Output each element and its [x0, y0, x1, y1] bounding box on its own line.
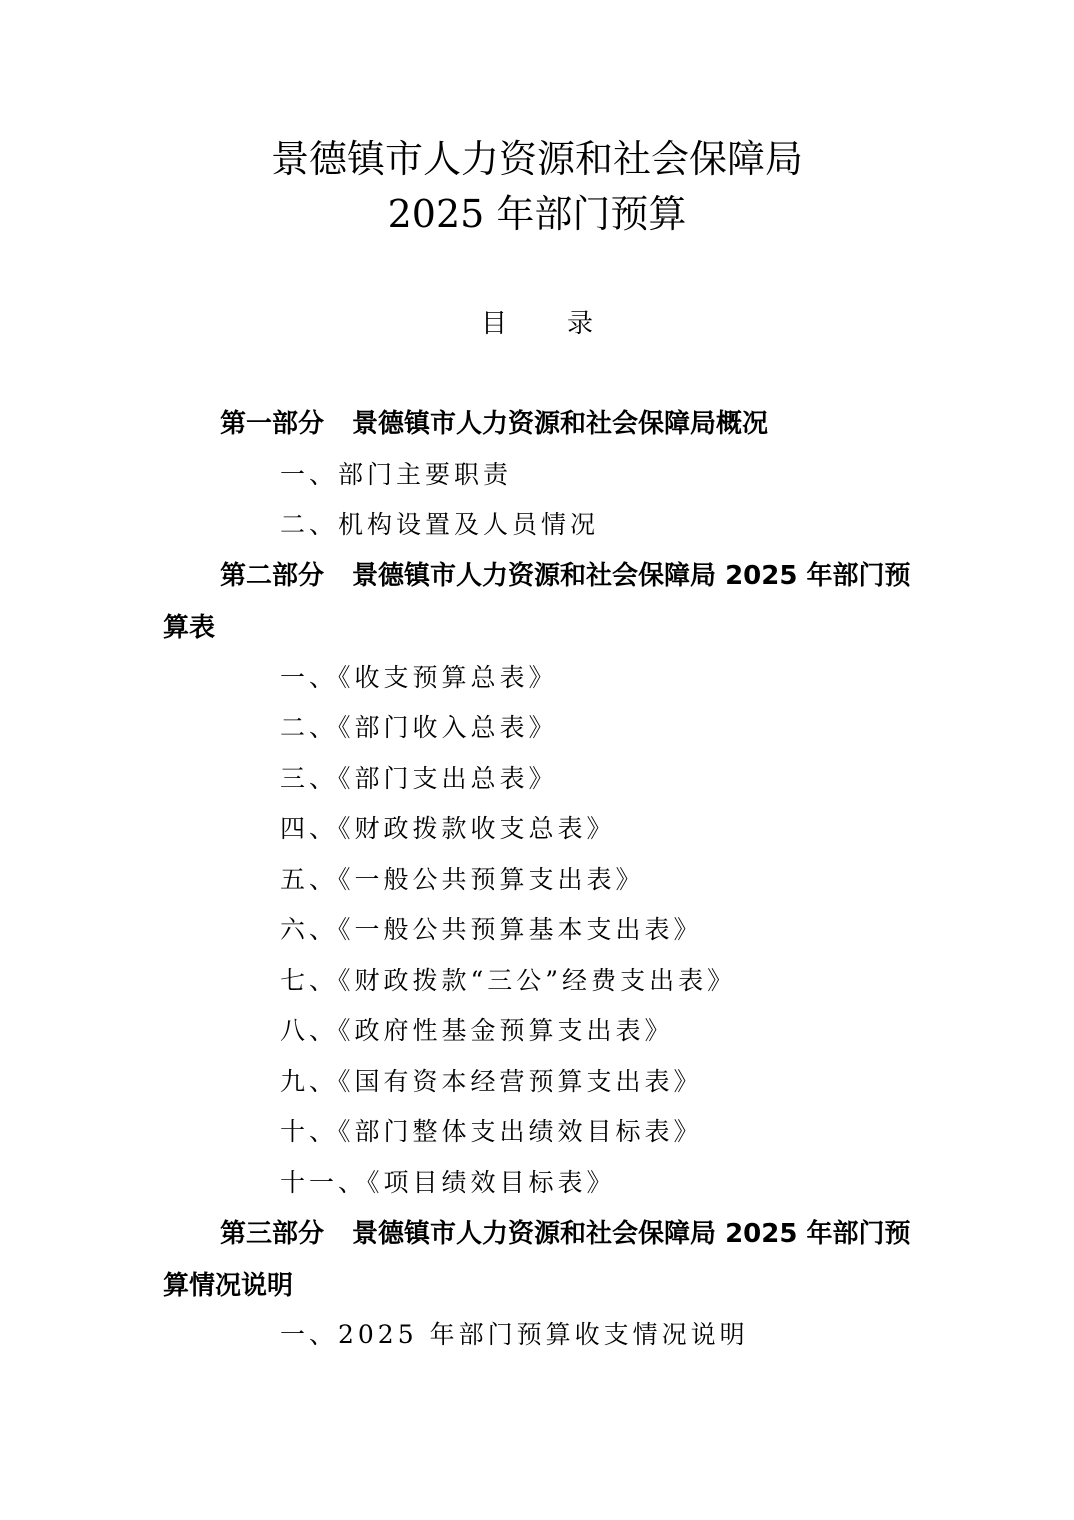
toc-part-2-heading [163, 550, 923, 654]
toc-item: 二、《部门收入总表》 [280, 713, 558, 742]
toc-item: 四、《财政拨款收支总表》 [280, 814, 616, 843]
part-label: 第二部分 [220, 561, 325, 591]
toc-part-3-heading [163, 1208, 923, 1312]
part-label: 第三部分 [220, 1219, 325, 1249]
document-title-line-2: 2025 年部门预算 [387, 192, 687, 236]
toc-item: 一、部门主要职责 [280, 460, 513, 489]
toc-heading: 目录 [480, 309, 653, 339]
toc-part-1-heading [163, 398, 923, 450]
part-label: 第一部分 [220, 409, 325, 439]
toc-item: 三、《部门支出总表》 [280, 764, 558, 793]
part-title: 景德镇市人力资源和社会保障局概况 [352, 409, 769, 439]
toc-item: 八、《政府性基金预算支出表》 [280, 1016, 674, 1045]
part-title: 景德镇市人力资源和社会保障局 2025 年部门预算情况说明 [163, 1219, 911, 1301]
toc-item: 一、《收支预算总表》 [280, 663, 558, 692]
toc-item: 七、《财政拨款“三公”经费支出表》 [280, 966, 737, 995]
toc-item: 六、《一般公共预算基本支出表》 [280, 915, 703, 944]
toc-item: 一、2025 年部门预算收支情况说明 [280, 1320, 749, 1349]
toc-item: 二、机构设置及人员情况 [280, 510, 600, 539]
toc-item: 五、《一般公共预算支出表》 [280, 865, 645, 894]
toc-item: 十一、《项目绩效目标表》 [280, 1168, 616, 1197]
toc-item: 十、《部门整体支出绩效目标表》 [280, 1117, 703, 1146]
part-title: 景德镇市人力资源和社会保障局 2025 年部门预算表 [163, 561, 911, 643]
toc-item: 九、《国有资本经营预算支出表》 [280, 1067, 703, 1096]
document-title-line-1: 景德镇市人力资源和社会保障局 [270, 137, 803, 181]
